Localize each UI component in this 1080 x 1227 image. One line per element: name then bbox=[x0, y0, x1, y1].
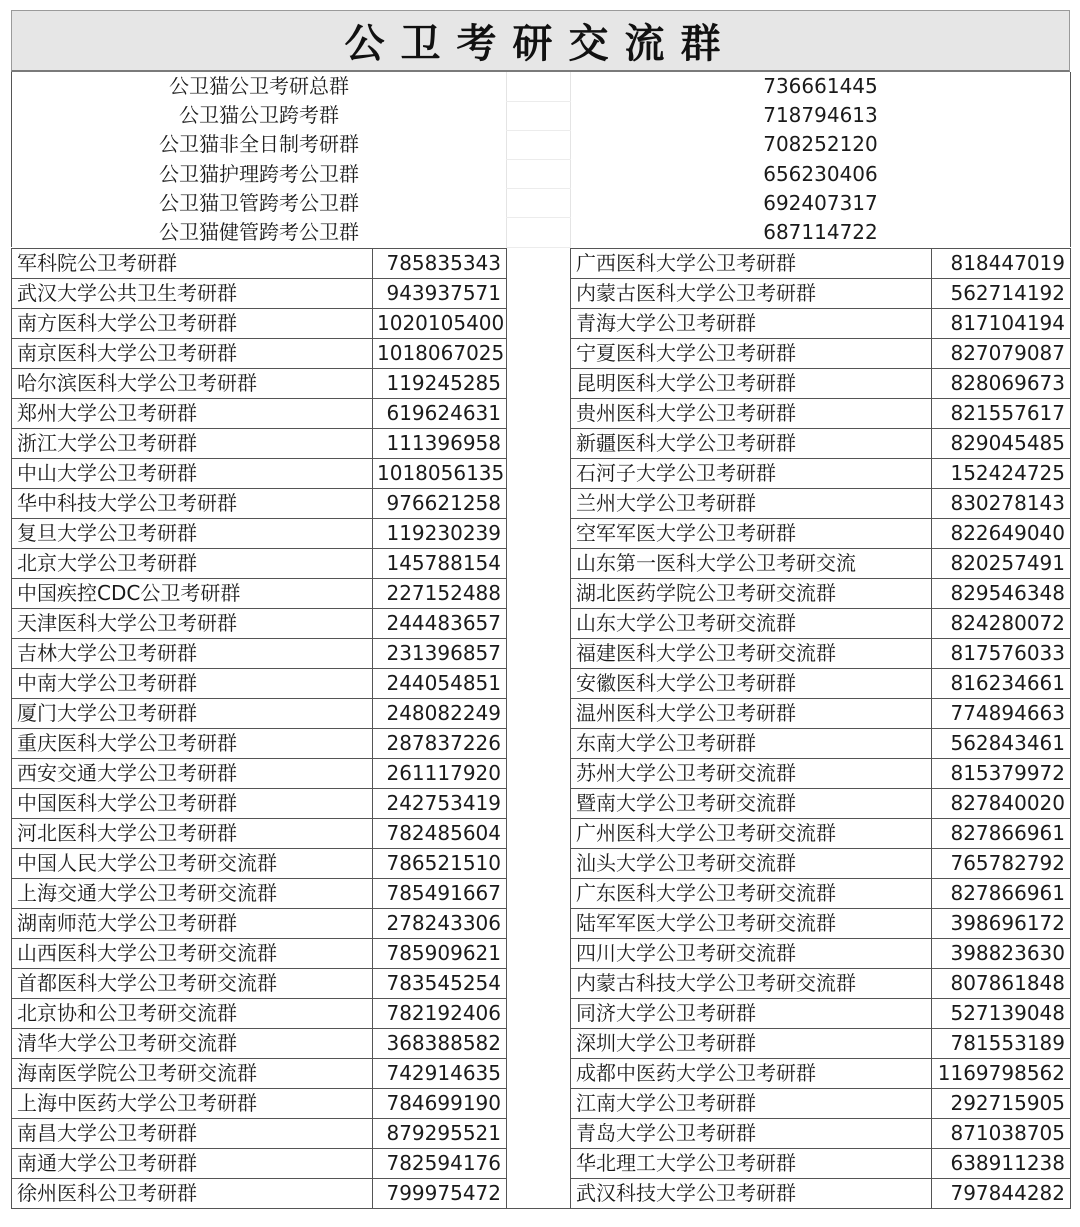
group-number: 718794613 bbox=[571, 101, 1071, 130]
main-group-row bbox=[12, 101, 1071, 130]
right-group-name: 内蒙古科技大学公卫考研交流群 bbox=[571, 968, 932, 998]
spacer-cell bbox=[507, 578, 571, 608]
right-group-name: 四川大学公卫考研交流群 bbox=[571, 938, 932, 968]
right-group-name: 武汉科技大学公卫考研群 bbox=[571, 1178, 932, 1208]
spacer-cell bbox=[507, 938, 571, 968]
table-row bbox=[12, 578, 1071, 608]
table-row bbox=[12, 1178, 1071, 1208]
spacer-cell bbox=[507, 878, 571, 908]
right-group-number: 871038705 bbox=[932, 1118, 1071, 1148]
spacer-cell bbox=[507, 698, 571, 728]
table-row bbox=[12, 938, 1071, 968]
left-group-name: 吉林大学公卫考研群 bbox=[12, 638, 373, 668]
right-group-name: 东南大学公卫考研群 bbox=[571, 728, 932, 758]
left-group-name: 河北医科大学公卫考研群 bbox=[12, 818, 373, 848]
right-group-name: 青岛大学公卫考研群 bbox=[571, 1118, 932, 1148]
right-group-number: 527139048 bbox=[932, 998, 1071, 1028]
right-group-name: 新疆医科大学公卫考研群 bbox=[571, 428, 932, 458]
spacer-cell bbox=[507, 488, 571, 518]
right-group-number: 827866961 bbox=[932, 818, 1071, 848]
spacer-cell bbox=[507, 308, 571, 338]
spacer-cell bbox=[507, 548, 571, 578]
left-group-name: 徐州医科公卫考研群 bbox=[12, 1178, 373, 1208]
left-group-number: 1018067025 bbox=[373, 338, 507, 368]
right-group-name: 深圳大学公卫考研群 bbox=[571, 1028, 932, 1058]
right-group-number: 815379972 bbox=[932, 758, 1071, 788]
spacer-cell bbox=[507, 818, 571, 848]
left-group-number: 1018056135 bbox=[373, 458, 507, 488]
left-group-number: 619624631 bbox=[373, 398, 507, 428]
left-group-name: 南京医科大学公卫考研群 bbox=[12, 338, 373, 368]
spacer-cell bbox=[507, 1118, 571, 1148]
spacer-cell bbox=[507, 1028, 571, 1058]
main-group-row bbox=[12, 160, 1071, 189]
right-group-name: 山东大学公卫考研交流群 bbox=[571, 608, 932, 638]
spacer-cell bbox=[507, 72, 571, 101]
table-row bbox=[12, 878, 1071, 908]
spacer-cell bbox=[507, 428, 571, 458]
table-row bbox=[12, 488, 1071, 518]
left-group-name: 西安交通大学公卫考研群 bbox=[12, 758, 373, 788]
left-group-name: 军科院公卫考研群 bbox=[12, 248, 373, 278]
left-group-name: 中国医科大学公卫考研群 bbox=[12, 788, 373, 818]
left-group-number: 784699190 bbox=[373, 1088, 507, 1118]
page-title: 公卫考研交流群 bbox=[344, 20, 737, 67]
left-group-name: 华中科技大学公卫考研群 bbox=[12, 488, 373, 518]
left-group-name: 南通大学公卫考研群 bbox=[12, 1148, 373, 1178]
title-bar bbox=[11, 10, 1070, 72]
group-number: 692407317 bbox=[571, 189, 1071, 218]
right-group-number: 774894663 bbox=[932, 698, 1071, 728]
right-group-number: 818447019 bbox=[932, 248, 1071, 278]
left-group-number: 287837226 bbox=[373, 728, 507, 758]
table-row bbox=[12, 548, 1071, 578]
right-group-name: 山东第一医科大学公卫考研交流 bbox=[571, 548, 932, 578]
right-group-name: 广东医科大学公卫考研交流群 bbox=[571, 878, 932, 908]
spacer-cell bbox=[507, 758, 571, 788]
left-group-number: 248082249 bbox=[373, 698, 507, 728]
left-group-number: 799975472 bbox=[373, 1178, 507, 1208]
left-group-number: 742914635 bbox=[373, 1058, 507, 1088]
spacer-cell bbox=[507, 1148, 571, 1178]
table-row bbox=[12, 278, 1071, 308]
table-row bbox=[12, 728, 1071, 758]
left-group-name: 武汉大学公共卫生考研群 bbox=[12, 278, 373, 308]
spacer-cell bbox=[507, 368, 571, 398]
left-group-number: 261117920 bbox=[373, 758, 507, 788]
right-group-name: 陆军军医大学公卫考研交流群 bbox=[571, 908, 932, 938]
left-group-number: 785491667 bbox=[373, 878, 507, 908]
main-group-row bbox=[12, 72, 1071, 101]
right-group-name: 内蒙古医科大学公卫考研群 bbox=[571, 278, 932, 308]
right-group-name: 暨南大学公卫考研交流群 bbox=[571, 788, 932, 818]
table-row bbox=[12, 458, 1071, 488]
group-name: 公卫猫健管跨考公卫群 bbox=[12, 218, 507, 247]
left-group-number: 785909621 bbox=[373, 938, 507, 968]
university-groups-table bbox=[11, 248, 1071, 1209]
right-group-name: 安徽医科大学公卫考研群 bbox=[571, 668, 932, 698]
right-group-name: 兰州大学公卫考研群 bbox=[571, 488, 932, 518]
left-group-number: 145788154 bbox=[373, 548, 507, 578]
left-group-name: 中国人民大学公卫考研交流群 bbox=[12, 848, 373, 878]
left-group-name: 北京协和公卫考研交流群 bbox=[12, 998, 373, 1028]
table-row bbox=[12, 698, 1071, 728]
spacer-cell bbox=[507, 458, 571, 488]
right-group-name: 福建医科大学公卫考研交流群 bbox=[571, 638, 932, 668]
spacer-cell bbox=[507, 968, 571, 998]
main-group-row bbox=[12, 189, 1071, 218]
table-row bbox=[12, 368, 1071, 398]
left-group-number: 242753419 bbox=[373, 788, 507, 818]
right-group-name: 华北理工大学公卫考研群 bbox=[571, 1148, 932, 1178]
right-group-name: 石河子大学公卫考研群 bbox=[571, 458, 932, 488]
spacer-cell bbox=[507, 398, 571, 428]
right-group-number: 821557617 bbox=[932, 398, 1071, 428]
left-group-name: 上海中医药大学公卫考研群 bbox=[12, 1088, 373, 1118]
right-group-name: 汕头大学公卫考研交流群 bbox=[571, 848, 932, 878]
spacer-cell bbox=[507, 160, 571, 189]
table-row bbox=[12, 908, 1071, 938]
left-group-number: 786521510 bbox=[373, 848, 507, 878]
right-group-number: 817576033 bbox=[932, 638, 1071, 668]
left-group-number: 227152488 bbox=[373, 578, 507, 608]
right-group-name: 昆明医科大学公卫考研群 bbox=[571, 368, 932, 398]
spacer-cell bbox=[507, 338, 571, 368]
spacer-cell bbox=[507, 608, 571, 638]
left-group-number: 785835343 bbox=[373, 248, 507, 278]
spacer-cell bbox=[507, 668, 571, 698]
right-group-number: 398696172 bbox=[932, 908, 1071, 938]
right-group-name: 宁夏医科大学公卫考研群 bbox=[571, 338, 932, 368]
right-group-name: 广西医科大学公卫考研群 bbox=[571, 248, 932, 278]
main-group-row bbox=[12, 130, 1071, 159]
right-group-number: 1169798562 bbox=[932, 1058, 1071, 1088]
right-group-name: 成都中医药大学公卫考研群 bbox=[571, 1058, 932, 1088]
right-group-number: 638911238 bbox=[932, 1148, 1071, 1178]
spacer-cell bbox=[507, 189, 571, 218]
group-name: 公卫猫护理跨考公卫群 bbox=[12, 160, 507, 189]
spacer-cell bbox=[507, 1178, 571, 1208]
left-group-number: 368388582 bbox=[373, 1028, 507, 1058]
spacer-cell bbox=[507, 1058, 571, 1088]
left-group-number: 782192406 bbox=[373, 998, 507, 1028]
table-row bbox=[12, 608, 1071, 638]
left-group-name: 南昌大学公卫考研群 bbox=[12, 1118, 373, 1148]
right-group-number: 827079087 bbox=[932, 338, 1071, 368]
table-row bbox=[12, 758, 1071, 788]
right-group-number: 820257491 bbox=[932, 548, 1071, 578]
right-group-name: 温州医科大学公卫考研群 bbox=[571, 698, 932, 728]
spacer-cell bbox=[507, 130, 571, 159]
table-row bbox=[12, 818, 1071, 848]
left-group-number: 231396857 bbox=[373, 638, 507, 668]
left-group-name: 重庆医科大学公卫考研群 bbox=[12, 728, 373, 758]
left-group-name: 南方医科大学公卫考研群 bbox=[12, 308, 373, 338]
left-group-name: 湖南师范大学公卫考研群 bbox=[12, 908, 373, 938]
spacer-cell bbox=[507, 638, 571, 668]
right-group-number: 562714192 bbox=[932, 278, 1071, 308]
table-row bbox=[12, 668, 1071, 698]
table-row bbox=[12, 398, 1071, 428]
spacer-cell bbox=[507, 1088, 571, 1118]
left-group-name: 清华大学公卫考研交流群 bbox=[12, 1028, 373, 1058]
group-name: 公卫猫公卫跨考群 bbox=[12, 101, 507, 130]
main-groups-table bbox=[11, 72, 1071, 248]
right-group-number: 828069673 bbox=[932, 368, 1071, 398]
left-group-number: 782594176 bbox=[373, 1148, 507, 1178]
left-group-name: 郑州大学公卫考研群 bbox=[12, 398, 373, 428]
left-group-name: 北京大学公卫考研群 bbox=[12, 548, 373, 578]
left-group-name: 中南大学公卫考研群 bbox=[12, 668, 373, 698]
right-group-number: 829546348 bbox=[932, 578, 1071, 608]
right-group-name: 湖北医药学院公卫考研交流群 bbox=[571, 578, 932, 608]
left-group-name: 海南医学院公卫考研交流群 bbox=[12, 1058, 373, 1088]
right-group-name: 广州医科大学公卫考研交流群 bbox=[571, 818, 932, 848]
table-row bbox=[12, 308, 1071, 338]
left-group-number: 943937571 bbox=[373, 278, 507, 308]
table-row bbox=[12, 518, 1071, 548]
left-group-number: 976621258 bbox=[373, 488, 507, 518]
group-number: 736661445 bbox=[571, 72, 1071, 101]
table-row bbox=[12, 1118, 1071, 1148]
table-row bbox=[12, 1148, 1071, 1178]
left-group-number: 111396958 bbox=[373, 428, 507, 458]
left-group-number: 278243306 bbox=[373, 908, 507, 938]
table-row bbox=[12, 338, 1071, 368]
right-group-number: 152424725 bbox=[932, 458, 1071, 488]
left-group-name: 复旦大学公卫考研群 bbox=[12, 518, 373, 548]
left-group-number: 879295521 bbox=[373, 1118, 507, 1148]
right-group-number: 829045485 bbox=[932, 428, 1071, 458]
right-group-number: 830278143 bbox=[932, 488, 1071, 518]
left-group-name: 首都医科大学公卫考研交流群 bbox=[12, 968, 373, 998]
right-group-number: 398823630 bbox=[932, 938, 1071, 968]
table-row bbox=[12, 998, 1071, 1028]
spacer-cell bbox=[507, 788, 571, 818]
left-group-number: 783545254 bbox=[373, 968, 507, 998]
right-group-number: 765782792 bbox=[932, 848, 1071, 878]
left-group-name: 中国疾控CDC公卫考研群 bbox=[12, 578, 373, 608]
left-group-name: 山西医科大学公卫考研交流群 bbox=[12, 938, 373, 968]
right-group-number: 292715905 bbox=[932, 1088, 1071, 1118]
right-group-number: 827866961 bbox=[932, 878, 1071, 908]
left-group-name: 哈尔滨医科大学公卫考研群 bbox=[12, 368, 373, 398]
right-group-name: 空军军医大学公卫考研群 bbox=[571, 518, 932, 548]
left-group-number: 782485604 bbox=[373, 818, 507, 848]
right-group-name: 同济大学公卫考研群 bbox=[571, 998, 932, 1028]
right-group-number: 816234661 bbox=[932, 668, 1071, 698]
right-group-number: 797844282 bbox=[932, 1178, 1071, 1208]
main-group-row bbox=[12, 218, 1071, 247]
right-group-number: 822649040 bbox=[932, 518, 1071, 548]
spreadsheet bbox=[11, 10, 1070, 1209]
table-row bbox=[12, 848, 1071, 878]
spacer-cell bbox=[507, 278, 571, 308]
group-number: 687114722 bbox=[571, 218, 1071, 247]
group-number: 708252120 bbox=[571, 130, 1071, 159]
table-row bbox=[12, 248, 1071, 278]
spacer-cell bbox=[507, 998, 571, 1028]
spacer-cell bbox=[507, 848, 571, 878]
group-number: 656230406 bbox=[571, 160, 1071, 189]
left-group-name: 浙江大学公卫考研群 bbox=[12, 428, 373, 458]
left-group-name: 厦门大学公卫考研群 bbox=[12, 698, 373, 728]
table-row bbox=[12, 1088, 1071, 1118]
table-row bbox=[12, 638, 1071, 668]
left-group-number: 1020105400 bbox=[373, 308, 507, 338]
right-group-name: 青海大学公卫考研群 bbox=[571, 308, 932, 338]
spacer-cell bbox=[507, 518, 571, 548]
right-group-number: 781553189 bbox=[932, 1028, 1071, 1058]
spacer-cell bbox=[507, 218, 571, 247]
spacer-cell bbox=[507, 908, 571, 938]
group-name: 公卫猫公卫考研总群 bbox=[12, 72, 507, 101]
right-group-number: 827840020 bbox=[932, 788, 1071, 818]
left-group-number: 119245285 bbox=[373, 368, 507, 398]
left-group-number: 244054851 bbox=[373, 668, 507, 698]
left-group-number: 119230239 bbox=[373, 518, 507, 548]
right-group-name: 江南大学公卫考研群 bbox=[571, 1088, 932, 1118]
group-name: 公卫猫非全日制考研群 bbox=[12, 130, 507, 159]
table-row bbox=[12, 428, 1071, 458]
left-group-name: 中山大学公卫考研群 bbox=[12, 458, 373, 488]
right-group-name: 苏州大学公卫考研交流群 bbox=[571, 758, 932, 788]
left-group-name: 上海交通大学公卫考研交流群 bbox=[12, 878, 373, 908]
table-row bbox=[12, 788, 1071, 818]
spacer-cell bbox=[507, 728, 571, 758]
table-row bbox=[12, 1058, 1071, 1088]
spacer-cell bbox=[507, 248, 571, 278]
spacer-cell bbox=[507, 101, 571, 130]
table-row bbox=[12, 968, 1071, 998]
right-group-number: 824280072 bbox=[932, 608, 1071, 638]
right-group-name: 贵州医科大学公卫考研群 bbox=[571, 398, 932, 428]
group-name: 公卫猫卫管跨考公卫群 bbox=[12, 189, 507, 218]
table-row bbox=[12, 1028, 1071, 1058]
right-group-number: 562843461 bbox=[932, 728, 1071, 758]
right-group-number: 807861848 bbox=[932, 968, 1071, 998]
left-group-name: 天津医科大学公卫考研群 bbox=[12, 608, 373, 638]
left-group-number: 244483657 bbox=[373, 608, 507, 638]
right-group-number: 817104194 bbox=[932, 308, 1071, 338]
